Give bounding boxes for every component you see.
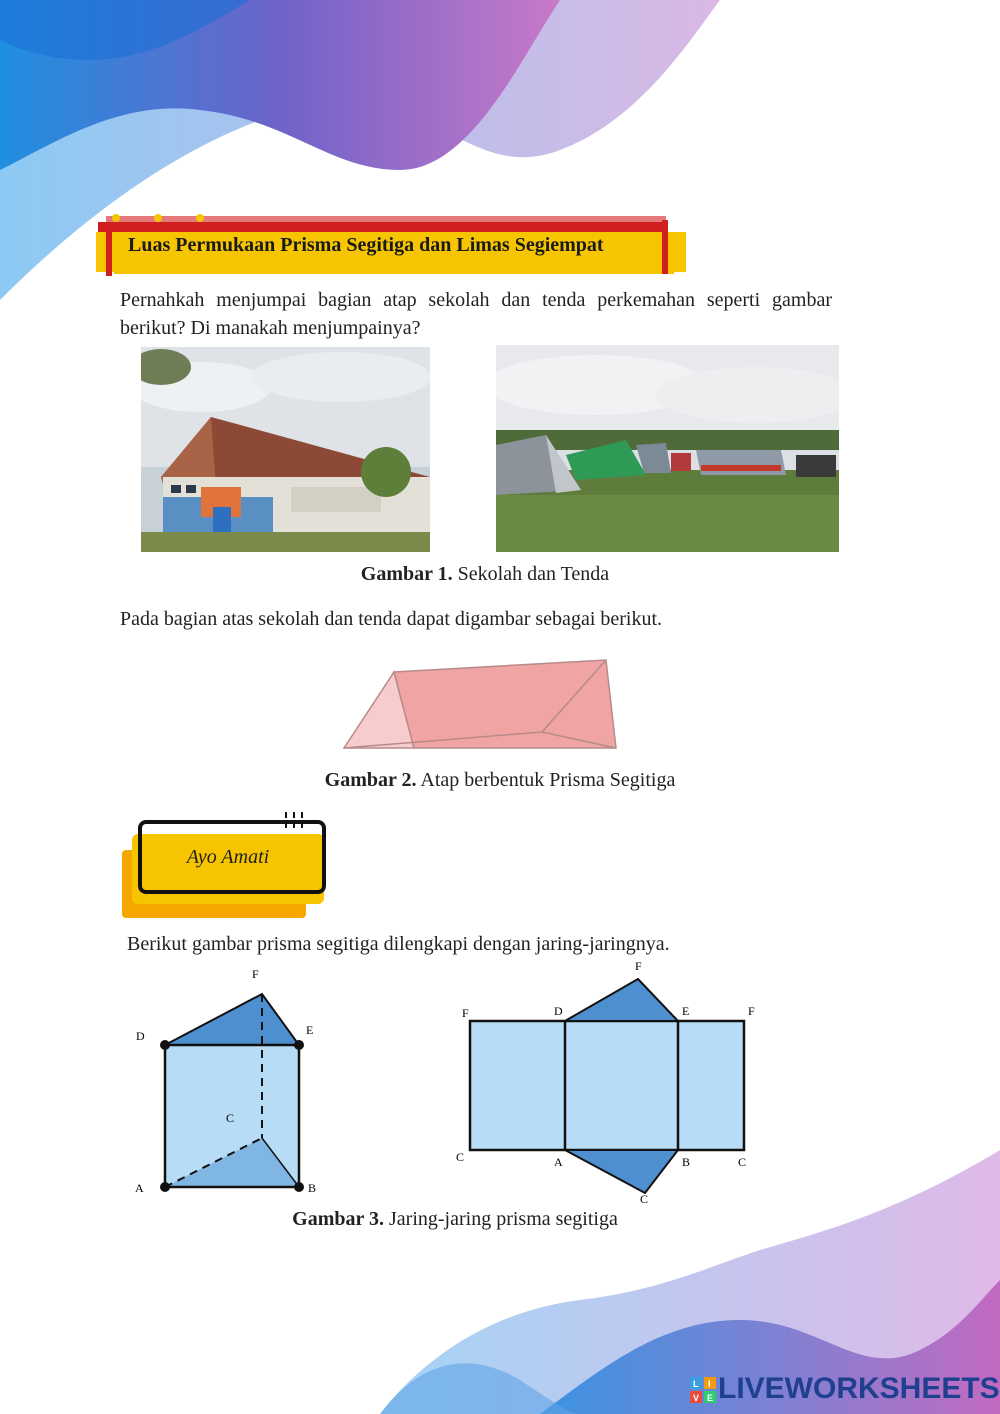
figure1-label: Gambar 1. — [360, 563, 453, 585]
prism-label-C: C — [226, 1111, 235, 1125]
prism-net-diagram — [450, 955, 770, 1205]
liveworksheets-watermark[interactable]: LIVEWORKSHEETS — [718, 1372, 1000, 1405]
logo-letter-2: I — [708, 1379, 711, 1389]
net-label-C-bottom: C — [640, 1192, 649, 1205]
prism-label-D: D — [136, 1029, 145, 1043]
figure2-caption — [0, 769, 1000, 792]
figure1-text: Sekolah dan Tenda — [452, 563, 610, 585]
triangular-prism-diagram — [130, 960, 330, 1200]
figure3-text: Jaring-jaring prisma segitiga — [384, 1208, 618, 1230]
net-label-A: A — [554, 1155, 563, 1169]
net-label-E: E — [682, 1004, 690, 1018]
prism-label-A: A — [135, 1181, 144, 1195]
paragraph-net-intro: Berikut gambar prisma segitiga dilengkapi dengan jaring-jaringnya. — [127, 933, 670, 955]
prism-label-B: B — [308, 1181, 317, 1195]
net-label-F-right: F — [748, 1004, 755, 1018]
paragraph-roof-drawing: Pada bagian atas sekolah dan tenda dapat digambar sebagai berikut. — [120, 608, 663, 630]
figure2-text: Atap berbentuk Prisma Segitiga — [416, 769, 676, 791]
roof-prism-diagram — [316, 640, 652, 768]
net-label-F-top: F — [635, 959, 642, 973]
logo-letter-1: L — [693, 1379, 699, 1389]
intro-question: Pernahkah menjumpai bagian atap sekolah dan tenda perkemahan seperti gambar berikut? Di manakah menjumpainya? — [120, 289, 832, 339]
prism-label-E: E — [306, 1023, 314, 1037]
figure2-label: Gambar 2. — [324, 769, 417, 791]
figure3-label: Gambar 3. — [292, 1208, 385, 1230]
tent-photo — [496, 345, 839, 552]
school-photo — [141, 347, 430, 552]
net-label-C-left: C — [456, 1150, 465, 1164]
figure1-caption — [0, 563, 970, 586]
logo-letter-4: E — [707, 1393, 714, 1403]
net-label-F-left: F — [462, 1006, 469, 1020]
net-label-D: D — [554, 1004, 563, 1018]
prism-label-F: F — [252, 967, 259, 981]
net-label-C-right: C — [738, 1155, 747, 1169]
section-title: Luas Permukaan Prisma Segitiga dan Limas Segiempat — [128, 234, 604, 256]
figure3-caption — [0, 1208, 910, 1231]
net-label-B: B — [682, 1155, 691, 1169]
liveworksheets-logo-icon — [690, 1377, 716, 1403]
logo-letter-3: V — [693, 1393, 700, 1403]
ayo-amati-label: Ayo Amati — [186, 846, 270, 868]
